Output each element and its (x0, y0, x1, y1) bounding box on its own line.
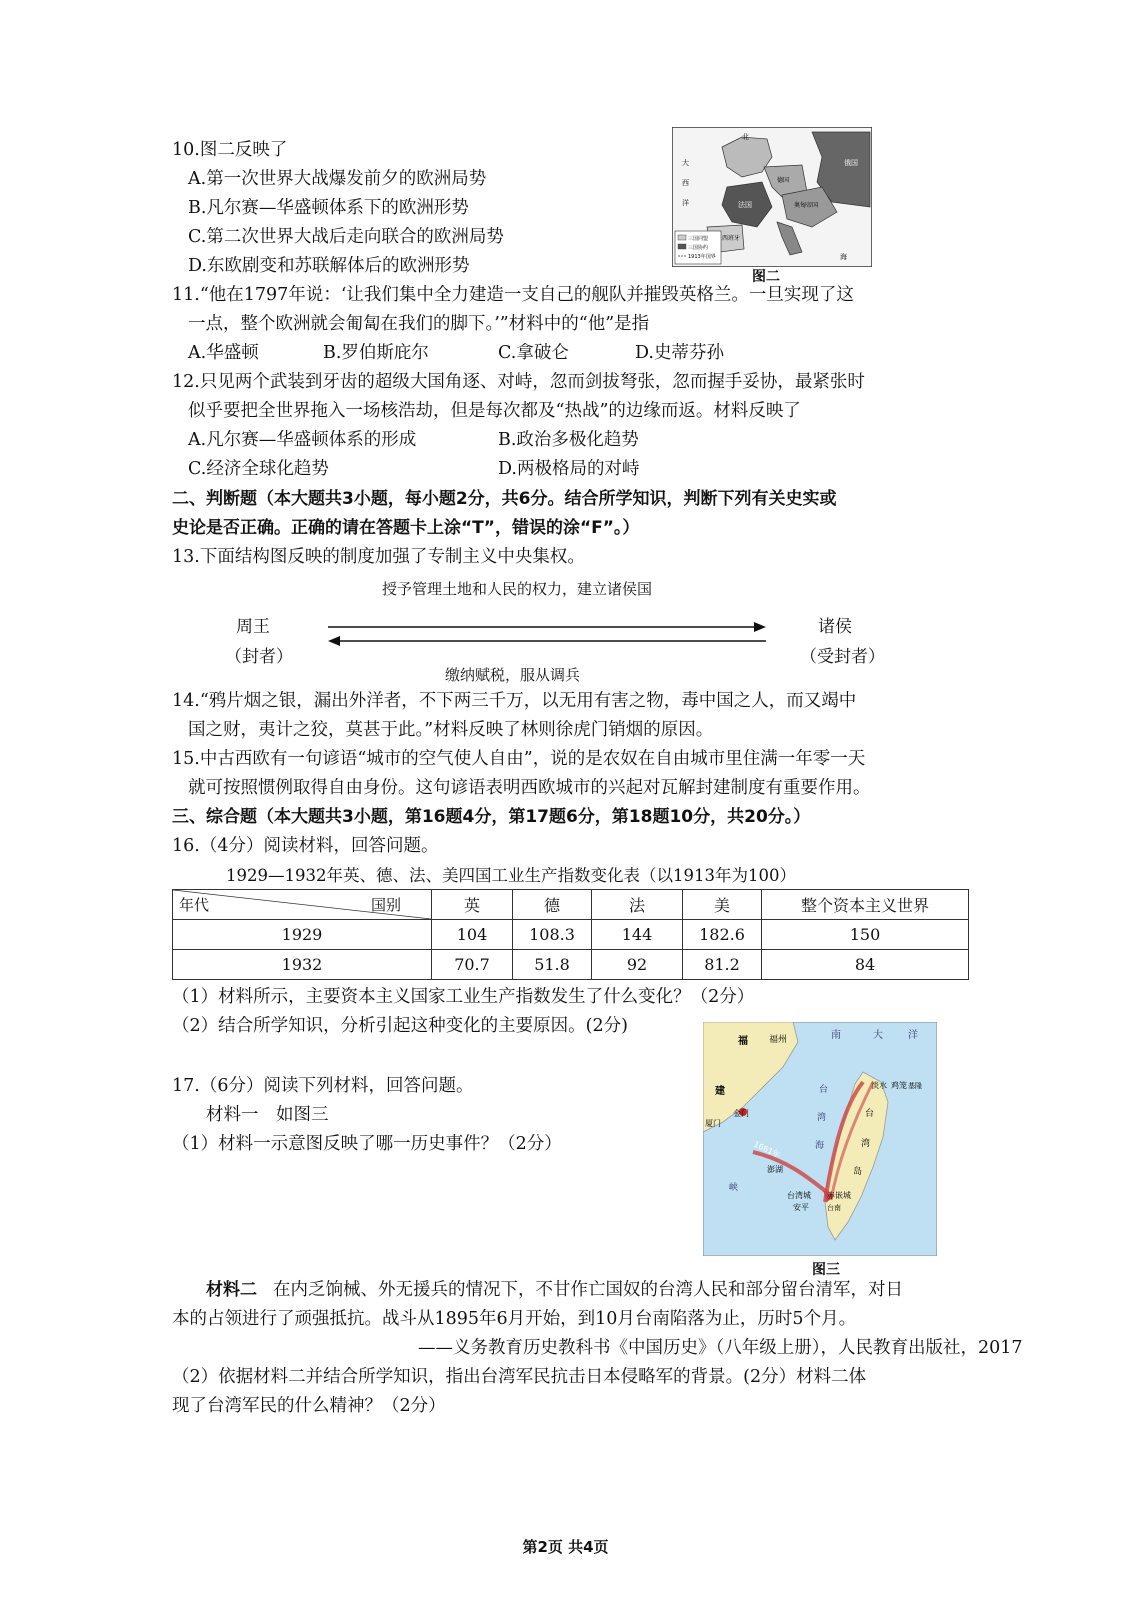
q17-material-2-line-1 (206, 1276, 903, 1305)
q17-source: ——义务教育历史教科书《中国历史》（八年级上册），人民教育出版社，2017 (418, 1338, 1023, 1358)
row-1932-germany: 51.8 (513, 950, 592, 980)
map-label-spain: 西班牙 (722, 235, 741, 242)
q16-sub-1: （1）材料所示，主要资本主义国家工业生产指数发生了什么变化？（2分） (172, 987, 755, 1007)
map-label-chikan: 赤嵌城 (827, 1191, 851, 1200)
map-label-xiamen: 厦门 (705, 1119, 721, 1128)
map-legend-1: 三国同盟 (688, 236, 709, 242)
map-label-france: 法国 (738, 201, 752, 209)
diagram-top-label: 授予管理土地和人民的权力，建立诸侯国 (382, 580, 653, 598)
map-label-north: 北 (742, 133, 749, 141)
map-label-austria: 奥匈帝国 (794, 202, 819, 209)
map-label-da: 大 (873, 1030, 883, 1041)
map-legend-3: 1913年国界 (688, 254, 716, 260)
page-footer: 第2页 共4页 (522, 1538, 609, 1556)
table-row (173, 920, 969, 950)
q12-options-row-2 (188, 455, 639, 484)
map-label-jilong2: 基隆 (908, 1082, 922, 1090)
map-label-germany: 德国 (777, 177, 790, 184)
q12-option-d: D.两极格局的对峙 (498, 459, 640, 479)
row-1932-france: 92 (592, 950, 683, 980)
q17-material-2-line-2: 本的占领进行了顽强抵抗。战斗从1895年6月开始，到10月台南陷落为止，历时5个月。 (172, 1309, 857, 1329)
map-label-anping: 安平 (793, 1203, 809, 1212)
row-1929-year: 1929 (173, 920, 432, 950)
taiwan-map-figure (703, 1022, 937, 1256)
map-label-yang: 洋 (682, 199, 689, 207)
map-label-fuzhou: 福州 (769, 1035, 788, 1045)
row-1932-world: 84 (762, 950, 969, 980)
section-3-heading: 三、综合题（本大题共3小题，第16题4分，第17题6分，第18题10分，共20分。） (172, 807, 811, 827)
header-col-usa: 美 (683, 890, 762, 920)
q11-line-1: 11.“他在1797年说：‘让我们集中全力建造一支自己的舰队并摧毁英格兰。一旦实现了这 (172, 285, 854, 305)
map-label-tainan: 台南 (827, 1204, 841, 1212)
q14-line-1: 14.“鸦片烟之银，漏出外洋者，不下两三千万，以无用有害之物，毒中国之人，而又竭中 (172, 691, 857, 711)
q17-material-1: 材料一 如图三 (206, 1105, 329, 1125)
q10-option-c: C.第二次世界大战后走向联合的欧洲局势 (188, 227, 504, 247)
row-1932-uk: 70.7 (432, 950, 513, 980)
row-1932-usa: 81.2 (683, 950, 762, 980)
diagram-bottom-label: 缴纳赋税，服从调兵 (445, 666, 581, 684)
q10-stem: 10.图二反映了 (172, 140, 288, 160)
q16-sub-2: （2）结合所学知识，分析引起这种变化的主要原因。(2分) (172, 1016, 628, 1036)
map-label-island-wan: 湾 (861, 1139, 871, 1149)
map-label-jian: 建 (715, 1086, 725, 1097)
fengjian-diagram (172, 572, 972, 692)
table-header-row (173, 890, 969, 920)
map-label-jilong: 鸡笼 (891, 1081, 907, 1090)
q11-options (188, 339, 724, 368)
q11-option-d: D.史蒂芬孙 (635, 343, 724, 363)
q10-option-a: A.第一次世界大战爆发前夕的欧洲局势 (188, 169, 487, 189)
diagram-right-role: （受封者） (800, 647, 885, 667)
header-col-france: 法 (592, 890, 683, 920)
q12-options-row-1 (188, 426, 639, 455)
q12-line-1: 12.只见两个武装到牙齿的超级大国角逐、对峙，忽而剑拔弩张，忽而握手妥协，最紧张时 (172, 372, 865, 392)
q15-line-2: 就可按照惯例取得自由身份。这句谚语表明西欧城市的兴起对瓦解封建制度有重要作用。 (188, 778, 871, 798)
row-1929-france: 144 (592, 920, 683, 950)
map-label-taiwancheng: 台湾城 (787, 1191, 811, 1200)
header-col-germany: 德 (513, 890, 592, 920)
map-label-russia: 俄国 (844, 159, 858, 167)
map-label-jinmen: 金门 (733, 1109, 749, 1118)
header-col-world: 整个资本主义世界 (762, 890, 969, 920)
q12-line-2: 似乎要把全世界拖入一场核浩劫，但是每次都及“热战”的边缘而返。材料反映了 (188, 401, 801, 421)
diagram-left-role: （封者） (225, 647, 293, 667)
q17-sub-1: （1）材料一示意图反映了哪一历史事件？（2分） (172, 1134, 562, 1154)
map-label-fu: 福 (738, 1036, 748, 1047)
map-label-strait-tai: 台 (819, 1085, 829, 1095)
q16-table-title: 1929—1932年英、德、法、美四国工业生产指数变化表（以1913年为100） (226, 866, 796, 885)
row-1929-world: 150 (762, 920, 969, 950)
map-label-xi: 西 (682, 179, 689, 187)
q16-stem: 16.（4分）阅读材料，回答问题。 (172, 836, 439, 856)
right-arrow-head (754, 622, 766, 632)
map-label-island-dao: 岛 (853, 1167, 863, 1177)
map-label-1661: 1661年 (752, 1139, 782, 1160)
header-country: 国别 (370, 896, 401, 914)
left-arrow-head (328, 636, 340, 646)
map-label-strait-hai: 海 (815, 1141, 825, 1151)
q11-line-2: 一点，整个欧洲就会匍匐在我们的脚下。’”材料中的“他”是指 (188, 314, 650, 334)
q11-option-c: C.拿破仑 (498, 343, 569, 363)
row-1929-uk: 104 (432, 920, 513, 950)
material-2-label: 材料二 (206, 1280, 257, 1300)
figure-2-caption: 图二 (752, 269, 780, 285)
map-label-penghu: 澎湖 (767, 1165, 783, 1174)
q13-text: 13.下面结构图反映的制度加强了专制主义中央集权。 (172, 547, 585, 567)
q17-sub-2-line-1: （2）依据材料二并结合所学知识，指出台湾军民抗击日本侵略军的背景。(2分）材料二体 (172, 1367, 867, 1387)
q12-option-a: A.凡尔赛—华盛顿体系的形成 (188, 430, 417, 450)
diagram-right-name: 诸侯 (818, 617, 852, 637)
q11-option-a: A.华盛顿 (188, 343, 259, 363)
map-label-nan: 南 (831, 1030, 841, 1041)
material-2-text-1: 在内乏饷械、外无援兵的情况下，不甘作亡国奴的台湾人民和部分留台清军，对日 (273, 1280, 903, 1300)
map-label-island-tai: 台 (865, 1109, 875, 1119)
map-label-strait-xia: 峡 (729, 1183, 739, 1193)
row-1932-year: 1932 (173, 950, 432, 980)
diagram-left-name: 周王 (236, 617, 270, 637)
row-1929-usa: 182.6 (683, 920, 762, 950)
industrial-index-table (172, 889, 969, 980)
map-label-danshui: 淡水 (871, 1081, 887, 1090)
map-label-da: 大 (682, 159, 689, 167)
table-row (173, 950, 969, 980)
q14-line-2: 国之财，夷计之狡，莫甚于此。”材料反映了林则徐虎门销烟的原因。 (188, 720, 714, 740)
q10-option-d: D.东欧剧变和苏联解体后的欧洲形势 (188, 256, 470, 276)
q11-option-b: B.罗伯斯庇尔 (323, 343, 429, 363)
map-label-strait-wan: 湾 (817, 1113, 827, 1123)
q10-option-b: B.凡尔赛—华盛顿体系下的欧洲形势 (188, 198, 469, 218)
q12-option-b: B.政治多极化趋势 (498, 430, 639, 450)
q17-sub-2-line-2: 现了台湾军民的什么精神？（2分） (172, 1396, 446, 1416)
q15-line-1: 15.中古西欧有一句谚语“城市的空气使人自由”，说的是农奴在自由城市里住满一年零一天 (172, 749, 866, 769)
map-label-yang: 洋 (908, 1030, 918, 1041)
row-1929-germany: 108.3 (513, 920, 592, 950)
section-2-heading-1: 二、判断题（本大题共3小题，每小题2分，共6分。结合所学知识，判断下列有关史实或 (172, 489, 837, 509)
q17-stem: 17.（6分）阅读下列材料，回答问题。 (172, 1076, 474, 1096)
map-legend-2: 三国协约 (688, 245, 709, 251)
section-2-heading-2: 史论是否正确。正确的请在答题卡上涂“T”，错误的涂“F”。） (172, 518, 640, 538)
europe-map-figure (672, 127, 872, 267)
figure-3-caption: 图三 (812, 1262, 840, 1278)
diagram-arrows (322, 620, 772, 650)
header-year: 年代 (179, 896, 210, 914)
header-col-uk: 英 (432, 890, 513, 920)
table-header-corner (173, 890, 432, 920)
map-label-sea: 海 (840, 253, 847, 261)
q12-option-c: C.经济全球化趋势 (188, 459, 329, 479)
